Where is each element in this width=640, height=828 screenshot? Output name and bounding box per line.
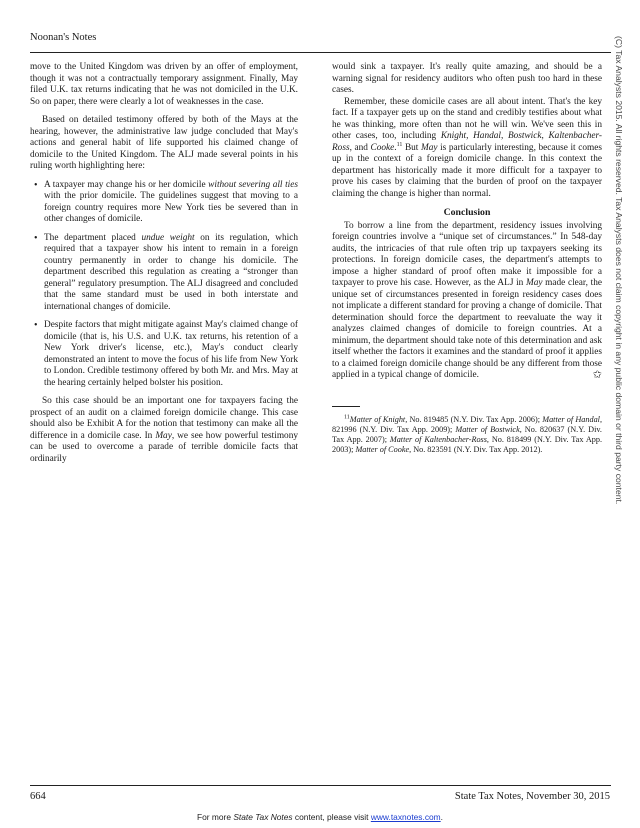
copyright-notice [614,36,630,756]
copyright-notice-text: (C) Tax Analysts 2015. All rights reserved. Tax Analysts does not claim copyright in any public domain or third party content. [614,36,624,505]
right-column [332,62,602,455]
paragraph: Based on detailed testimony offered by both of the Mays at the hearing, however, the administrative law judge concluded that May's actions and general habit of life supported his claimed change of domicile to the United Kingdom. The ALJ made several points in his ruling worth highlighting here: [30,115,298,171]
running-head: Noonan's Notes [30,32,97,43]
footnote-number: 11 [344,413,350,420]
web-note: For more State Tax Notes content, please visit www.taxnotes.com. [197,812,443,822]
publication-line: State Tax Notes, November 30, 2015 [454,791,610,802]
paragraph: So this case should be an important one for taxpayers facing the prospect of an audit on a claimed foreign domicile change. This case should also be Exhibit A for the notion that testimony can make all the difference in a domicile case. In May, we see how powerful testimony can be used to overcome a parade of terrible domicile facts that ordinarily [30,396,298,464]
paragraph: move to the United Kingdom was driven by an offer of employment, though it was not a contractually temporary assignment. Finally, May filed U.K. tax returns indicating that he was not domiciled in the U.K. So on paper, there were clearly a lot of weaknesses in the case. [30,62,298,107]
section-heading-conclusion: Conclusion [443,207,491,218]
list-item: • The department placed undue weight on its regulation, which required that a taxpayer show his intent to remain in a foreign country permanently in order to change his domicile. The department described this regulation as creating a “stronger than general” regulatory presumption. The ALJ disagreed and concluded that the same standard must be used in both interstate and international changes of domicile. [44,233,298,314]
paragraph: Remember, these domicile cases are all about intent. That's the key fact. If a taxpayer gets up on the stand and credibly testifies about what he was thinking, more often than not he will win. We've seen this in other cases, too, including Knight, Handal, Bostwick, Kaltenbacher-Ross, and Cooke.$^{11}$ But May is particularly interesting, because it comes up in the context of a foreign domicile change. In this context the department has historically made it more difficult for a taxpayer to prove his cases by claiming that the burden of proof on the taxpayer claiming the change is higher than normal. [332,96,603,199]
ruling-points-list [44,180,298,390]
end-of-article-mark: ✩ [592,369,602,381]
paragraph: would sink a taxpayer. It's really quite amazing, and should be a warning signal for residency auditors who often push too hard in these cases. [332,62,602,95]
footnote-rule [332,406,360,407]
footnote: $^{11}$Matter of Knight, No. 819485 (N.Y. Div. Tax App. 2006); Matter of Handal, 821996 (N.Y. Div. Tax App. 2009); Matter of Bostwick, No. 820637 (N.Y. Div. Tax App. 2007); Matter of Kaltenbacher-Ross, No. 818499 (N.Y. Div. Tax App. 2003); Matter of Cooke, No. 823591 (N.Y. Div. Tax App. 2012). [332,413,602,454]
paragraph: To borrow a line from the department, residency issues involving foreign countries involve a “unique set of circumstances.” In 548-day audits, the intricacies of that rule often trip up taxpayers seeking its protections. In foreign domicile cases, the department's attempts to impose a higher standard of proof often make it impossible for a taxpayer to prove his case. However, as the ALJ in May made clear, the unique set of circumstances presented in foreign residency cases does not implicate a different standard for proving a change of domicile. That determination should force the department to reevaluate the way it analyzes claimed changes of domicile to foreign countries. At a minimum, the department should take note of this determination and ask itself whether the factors it examines and the standard of proof it applies to a claimed foreign domicile change should be any different from those applied in a typical change of domicile. ✩ [332,220,602,381]
taxnotes-link[interactable]: www.taxnotes.com [370,812,441,822]
footer-rule [30,785,611,786]
left-column [30,62,298,465]
header-rule [30,52,611,53]
list-item: • A taxpayer may change his or her domicile without severing all ties with the prior domicile. The guidelines suggest that moving to a foreign country requires more New York ties be severed than in other changes of domicile. [44,180,298,226]
page-number: 664 [30,791,46,802]
list-item: • Despite factors that might mitigate against May's claimed change of domicile (that is, his U.S. and U.K. tax returns, his retention of a New York driver's license, etc.), May's conduct clearly demonstrated an intent to move the focus of his life from New York to London. Credible testimony offered by both Mr. and Mrs. May at the hearing certainly helped bolster his position. [44,320,298,389]
footnote-reference[interactable]: 11 [396,141,403,148]
